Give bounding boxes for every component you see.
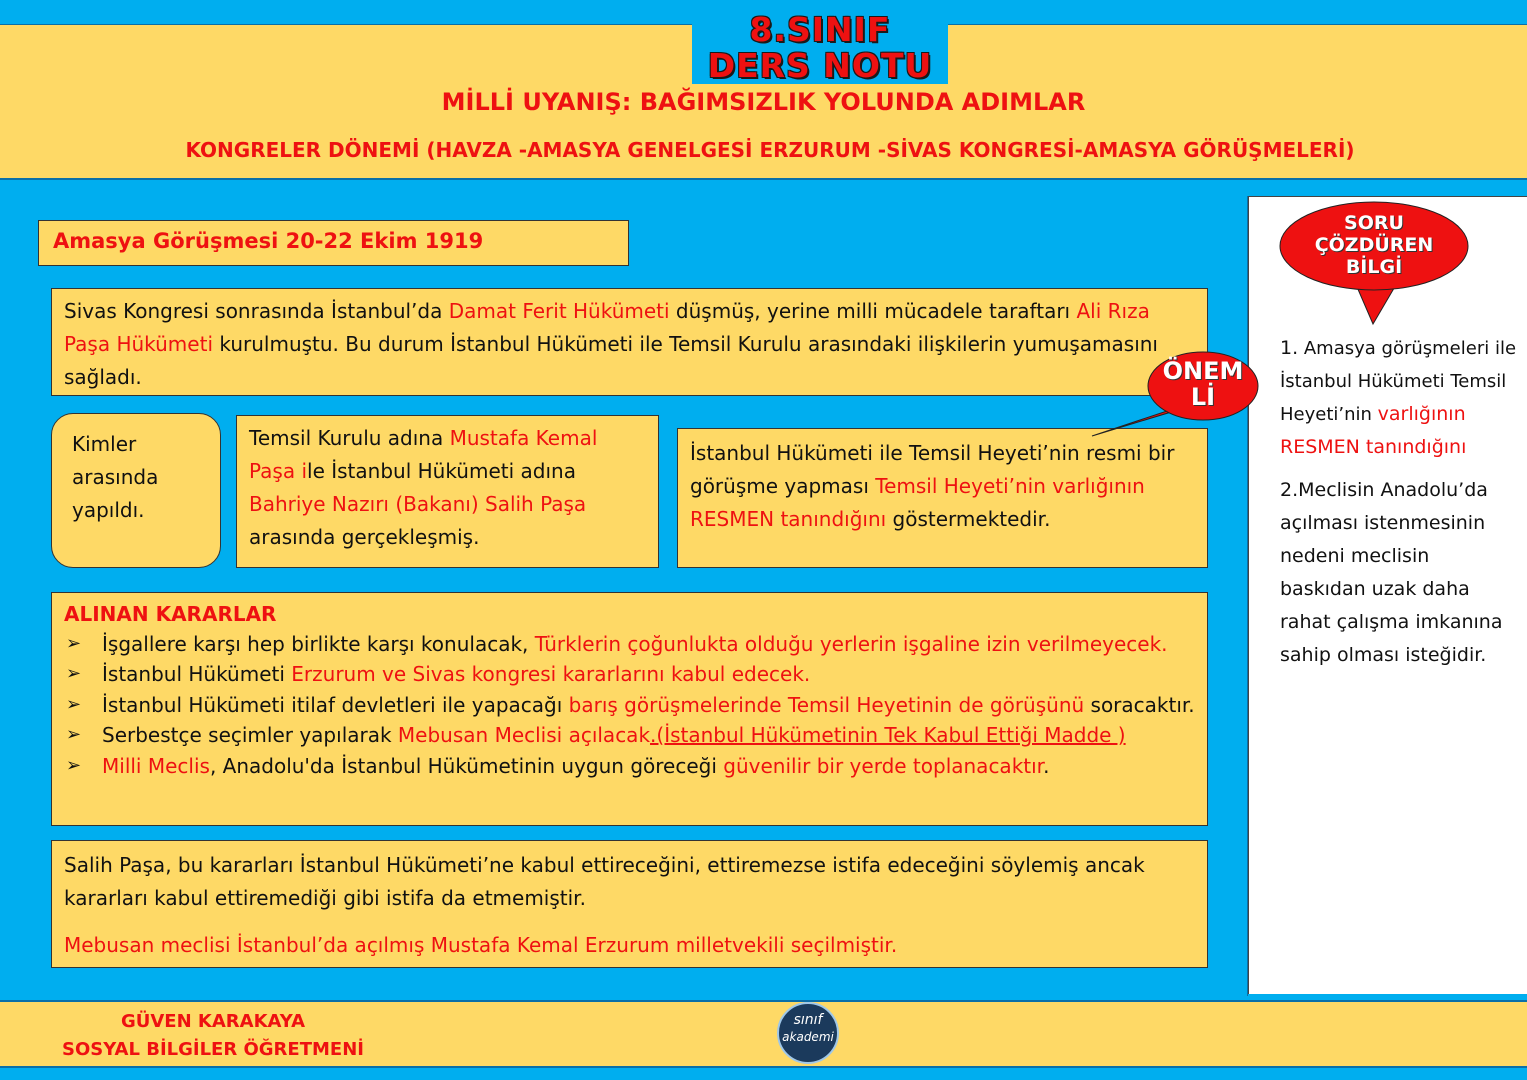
list-item xyxy=(64,720,1195,750)
who-highlight-mustafa-kemal: Mustafa Kemal Paşa i xyxy=(249,426,598,483)
logo-text-akademi: akademi xyxy=(782,1030,834,1044)
who-label: Kimler arasında yapıldı. xyxy=(72,432,159,522)
list-item xyxy=(64,659,1195,689)
intro-text: düşmüş, yerine milli mücadele taraftarı xyxy=(669,299,1077,323)
decisions-list xyxy=(64,629,1195,781)
decision-text: İşgallere karşı hep birlikte karşı konulacak, xyxy=(102,632,535,656)
tip-number: 1. xyxy=(1280,337,1299,359)
intro-box xyxy=(51,288,1208,396)
who-label-box xyxy=(51,413,221,568)
decision-highlight: Türklerin çoğunlukta olduğu yerlerin işgaline izin verilmeyecek. xyxy=(534,632,1168,656)
decision-highlight: barış görüşmelerinde Temsil Heyetinin de görüşünü xyxy=(568,692,1085,717)
arrow-bullet-icon: ➢ xyxy=(66,724,82,746)
decision-highlight: Milli Meclis xyxy=(102,753,210,778)
intro-text: Sivas Kongresi sonrasında İstanbul’da xyxy=(64,299,449,323)
who-text: Temsil Kurulu adına xyxy=(249,426,450,450)
closing-text: Salih Paşa, bu kararları İstanbul Hükümeti’ne kabul ettireceğini, ettiremezse istifa edeceğini söylemiş ancak kararları kabul ettiremediği gibi istifa da etmemiştir. xyxy=(64,853,1145,910)
who-highlight-salih-pasa: Bahriye Nazırı (Bakanı) Salih Paşa xyxy=(249,492,587,516)
tip-callout xyxy=(1278,200,1470,326)
section-title: Amasya Görüşmesi 20-22 Ekim 1919 xyxy=(38,220,629,266)
important-text: İstanbul Hükümeti ile Temsil Heyeti’nin resmi bir görüşme yapması xyxy=(690,441,1175,498)
arrow-bullet-icon: ➢ xyxy=(66,693,82,715)
logo-line-ders-notu: DERS NOTU xyxy=(707,46,933,85)
header-logo xyxy=(692,10,948,84)
decision-text: . xyxy=(1043,753,1050,778)
list-item xyxy=(64,629,1195,659)
tip-bubble-line3: BİLGİ xyxy=(1345,256,1403,278)
decision-text: , Anadolu'da İstanbul Hükümetinin uygun göreceği xyxy=(209,753,724,778)
tip-text xyxy=(1280,332,1518,682)
decision-highlight: güvenilir bir yerde toplanacaktır xyxy=(723,753,1044,778)
intro-text: kurulmuştu. Bu durum İstanbul Hükümeti ile Temsil Kurulu arasındaki ilişkilerin yumuşamasını sağladı. xyxy=(64,332,1158,389)
decision-highlight: Mebusan Meclisi açılacak xyxy=(397,723,651,748)
closing-highlight: Mebusan meclisi İstanbul’da açılmış Mustafa Kemal Erzurum milletvekili seçilmiştir. xyxy=(64,933,898,957)
arrow-bullet-icon: ➢ xyxy=(66,663,82,685)
important-highlight: Temsil Heyeti’nin varlığının RESMEN tanındığını xyxy=(690,474,1145,531)
decision-text: soracaktır. xyxy=(1084,692,1195,717)
arrow-bullet-icon: ➢ xyxy=(66,633,82,654)
decision-underlined-note: .(İstanbul Hükümetinin Tek Kabul Ettiği Madde ) xyxy=(650,723,1126,748)
logo-text-sinif: sınıf xyxy=(793,1012,823,1028)
logo-line-grade: 8.SINIF xyxy=(749,10,891,49)
decision-highlight: Erzurum ve Sivas kongresi kararlarını kabul edecek. xyxy=(291,662,811,687)
page-title: MİLLİ UYANIŞ: BAĞIMSIZLIK YOLUNDA ADIMLAR xyxy=(441,88,1086,116)
decision-text: Serbestçe seçimler yapılarak xyxy=(102,723,398,748)
important-bubble-line2: Lİ xyxy=(1190,383,1216,411)
sinif-akademi-logo xyxy=(768,1000,848,1064)
tip-bubble-line1: SORU xyxy=(1344,212,1404,234)
author-role: SOSYAL BİLGİLER ÖĞRETMENİ xyxy=(62,1039,364,1060)
who-text: arasında gerçekleşmiş. xyxy=(249,525,480,549)
important-callout xyxy=(1150,352,1256,422)
who-text: le İstanbul Hükümeti adına xyxy=(307,459,576,483)
closing-box xyxy=(51,840,1208,968)
author-credit xyxy=(28,1008,398,1064)
author-name: GÜVEN KARAKAYA xyxy=(120,1011,306,1032)
decisions-box xyxy=(51,592,1208,826)
list-item xyxy=(64,751,1195,781)
tip-item-2: 2.Meclisin Anadolu’da açılması istenmesinin nedeni meclisin baskıdan uzak daha rahat çalışma imkanına sahip olması isteğidir. xyxy=(1280,479,1503,666)
who-text-box xyxy=(236,415,659,568)
arrow-bullet-icon: ➢ xyxy=(66,754,82,776)
tip-text: Amasya görüşmeleri ile İstanbul Hükümeti Temsil Heyeti’nin xyxy=(1280,338,1517,425)
page-subtitle: KONGRELER DÖNEMİ (HAVZA -AMASYA GENELGESİ ERZURUM -SİVAS KONGRESİ-AMASYA GÖRÜŞMELERİ) xyxy=(185,138,1355,162)
list-item xyxy=(64,690,1195,720)
intro-highlight-damat-ferit: Damat Ferit Hükümeti xyxy=(448,299,670,323)
tip-bubble-line2: ÇÖZDÜREN xyxy=(1314,234,1434,256)
decision-text: İstanbul Hükümeti xyxy=(102,662,292,687)
tip-highlight: varlığının RESMEN tanındığını xyxy=(1280,403,1467,458)
important-bubble-line1: ÖNEM xyxy=(1162,357,1244,385)
important-text: göstermektedir. xyxy=(886,507,1051,531)
decision-text: İstanbul Hükümeti itilaf devletleri ile yapacağı xyxy=(102,692,569,717)
decisions-heading: ALINAN KARARLAR xyxy=(64,602,277,626)
tip-item-1 xyxy=(1280,332,1518,464)
intro-highlight-ali-riza: Ali Rıza Paşa Hükümeti xyxy=(64,299,1150,356)
